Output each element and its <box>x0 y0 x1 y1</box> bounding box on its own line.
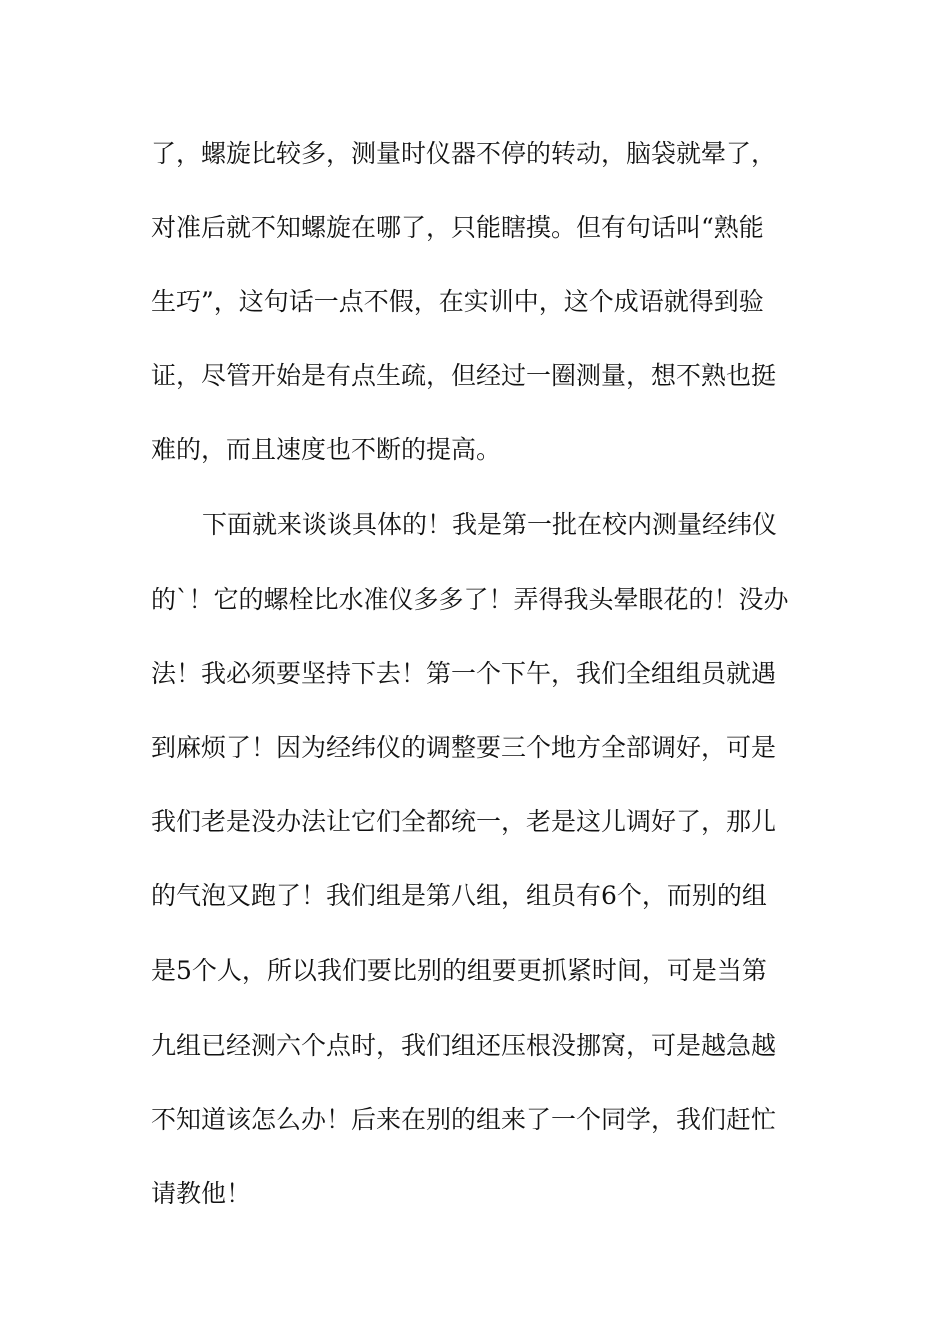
text-line: 难的，而且速度也不断的提高。 <box>151 435 502 464</box>
text-line: 的`！它的螺栓比水准仪多多了！弄得我头晕眼花的！没办 <box>151 585 789 614</box>
text-line: 九组已经测六个点时，我们组还压根没挪窝，可是越急越 <box>151 1031 777 1060</box>
text-line: 对准后就不知螺旋在哪了，只能瞎摸。但有句话叫“熟能 <box>151 213 764 242</box>
text-line: 我们老是没办法让它们全都统一，老是这儿调好了，那儿 <box>151 807 777 836</box>
text-line: 了，螺旋比较多，测量时仪器不停的转动，脑袋就晕了， <box>151 139 777 168</box>
text-line: 法！我必须要坚持下去！第一个下午，我们全组组员就遇 <box>151 659 777 688</box>
text-line: 证，尽管开始是有点生疏，但经过一圈测量，想不熟也挺 <box>151 361 777 390</box>
text-line: 是5个人，所以我们要比别的组要更抓紧时间，可是当第 <box>151 956 767 985</box>
text-line: 请教他！ <box>151 1179 252 1208</box>
text-line: 的气泡又跑了！我们组是第八组，组员有6个，而别的组 <box>151 881 767 910</box>
text-line: 到麻烦了！因为经纬仪的调整要三个地方全部调好，可是 <box>151 733 777 762</box>
text-line: 不知道该怎么办！后来在别的组来了一个同学，我们赶忙 <box>151 1105 777 1134</box>
text-line: 生巧”，这句话一点不假，在实训中，这个成语就得到验 <box>151 287 764 316</box>
text-line: 下面就来谈谈具体的！我是第一批在校内测量经纬仪 <box>202 510 778 539</box>
